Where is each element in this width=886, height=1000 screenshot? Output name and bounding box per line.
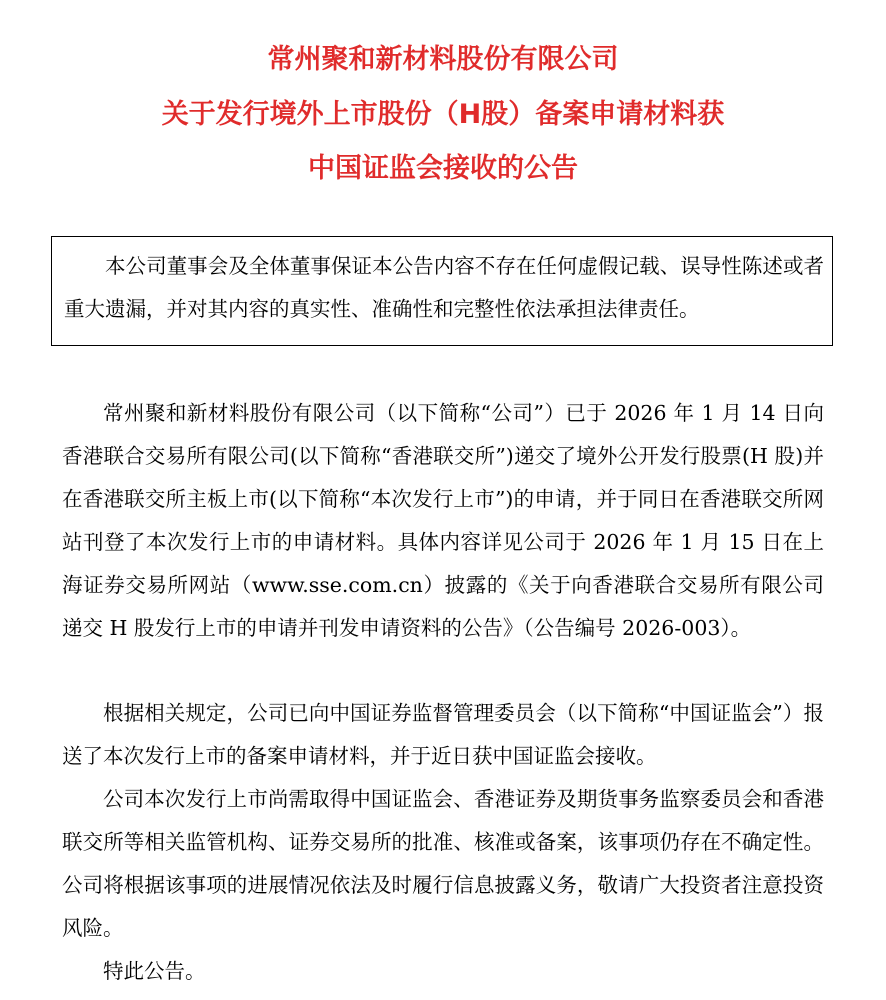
disclaimer-box <box>51 236 833 346</box>
body-paragraph-filing: 常州聚和新材料股份有限公司（以下简称“公司”）已于 2026 年 1 月 14 日向香港联合交易所有限公司(以下简称“香港联交所”)递交了境外公开发行股票(H 股)并在香港联交所主板上市(以下简称“本次发行上市”)的申请，并于同日在香港联交所网站刊登了本次发行上市的申请材料。具体内容详见公司于 2026 年 1 月 15 日在上海证券交易所网站（www.sse.com.cn）披露的《关于向香港联合交易所有限公司递交 H 股发行上市的申请并刊发申请资料的公告》（公告编号 2026-003）。 <box>62 401 824 640</box>
disclaimer-text: 本公司董事会及全体董事保证本公告内容不存在任何虚假记载、误导性陈述或者重大遗漏，并对其内容的真实性、准确性和完整性依法承担法律责任。 <box>64 254 824 321</box>
body-paragraph-risk: 公司本次发行上市尚需取得中国证监会、香港证券及期货事务监察委员会和香港联交所等相关监管机构、证券交易所的批准、核准或备案，该事项仍存在不确定性。公司将根据该事项的进展情况依法及时履行信息披露义务，敬请广大投资者注意投资风险。 <box>62 787 824 940</box>
body-paragraph-csrc: 根据相关规定，公司已向中国证券监督管理委员会（以下简称“中国证监会”）报送了本次发行上市的备案申请材料，并于近日获中国证监会接收。 <box>62 701 824 768</box>
subject-title-line-1: 关于发行境外上市股份（H股）备案申请材料获 <box>161 99 725 130</box>
company-title: 常州聚和新材料股份有限公司 <box>267 44 619 75</box>
subject-title-line-2: 中国证监会接收的公告 <box>308 153 578 184</box>
body-paragraph-closing: 特此公告。 <box>103 959 206 983</box>
